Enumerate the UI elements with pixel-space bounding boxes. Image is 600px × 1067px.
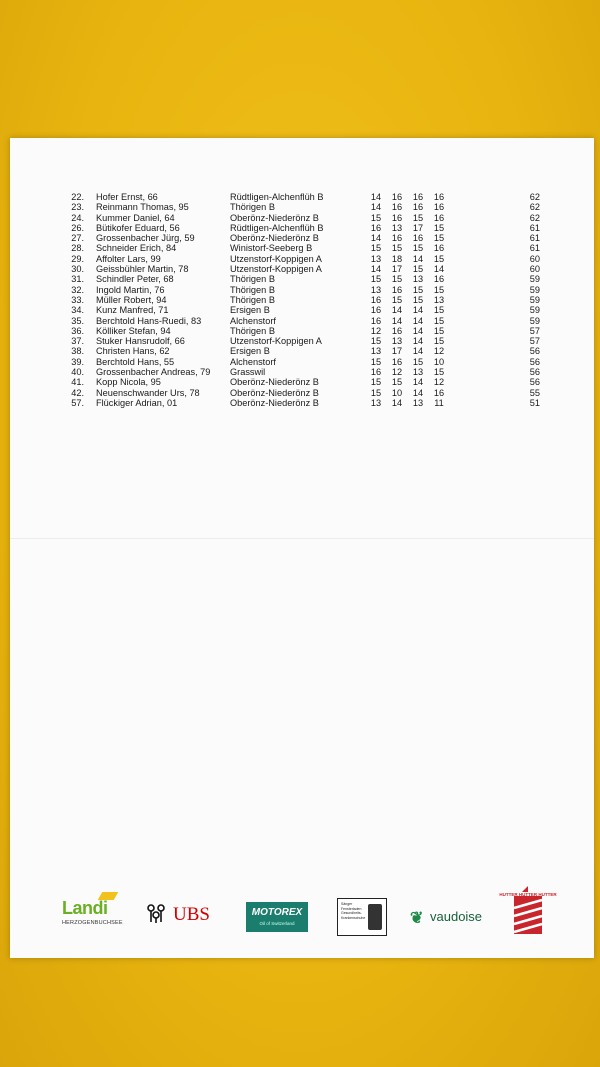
- result-row: [10, 398, 594, 408]
- result-row: [10, 264, 594, 274]
- name-cell: Berchtold Hans, 55: [96, 356, 175, 367]
- rank-cell: 35.: [71, 315, 84, 326]
- name-cell: Bütikofer Eduard, 56: [96, 222, 180, 233]
- score-cell: 13: [370, 284, 382, 295]
- svg-text:HUTTER HUTTER HUTTER: HUTTER HUTTER HUTTER: [499, 892, 557, 897]
- score-cell: 16: [391, 233, 403, 244]
- club-cell: Winistorf-Seeberg B: [230, 243, 313, 254]
- club-cell: Thörigen B: [230, 202, 275, 213]
- result-row: [10, 377, 594, 387]
- rank-cell: 30.: [71, 264, 84, 275]
- score-cell: 18: [391, 253, 403, 264]
- name-cell: Kummer Daniel, 64: [96, 212, 175, 223]
- score-cell: 15: [412, 284, 424, 295]
- club-cell: Ersigen B: [230, 305, 270, 316]
- score-cell: 15: [412, 212, 424, 223]
- result-row: [10, 367, 594, 377]
- rank-cell: 31.: [71, 274, 84, 285]
- score-cell: 16: [412, 192, 424, 202]
- vaudoise-leaf-icon: ❦: [410, 910, 424, 927]
- rank-cell: 28.: [71, 243, 84, 254]
- name-cell: Reinmann Thomas, 95: [96, 202, 189, 213]
- score-cell: 17: [412, 222, 424, 233]
- club-cell: Alchenstorf: [230, 315, 276, 326]
- club-cell: Oberönz-Niederönz B: [230, 212, 319, 223]
- rank-cell: 23.: [71, 202, 84, 213]
- name-cell: Kunz Manfred, 71: [96, 305, 169, 316]
- score-cell: 17: [391, 346, 403, 357]
- score-cell: 14: [370, 202, 382, 213]
- score-cell: 15: [412, 294, 424, 305]
- result-row: [10, 357, 594, 367]
- fensterladen-logo: Sänger Fensterladen Gesundheits-Krankenschuhe: [337, 898, 387, 936]
- name-cell: Stuker Hansrudolf, 66: [96, 336, 185, 347]
- score-cell: 15: [370, 336, 382, 347]
- score-cell: 13: [412, 397, 424, 408]
- motorex-logo: MOTOREX Oil of Switzerland: [246, 902, 308, 932]
- rank-cell: 37.: [71, 336, 84, 347]
- keys-icon: [145, 902, 167, 924]
- rank-cell: 29.: [71, 253, 84, 264]
- name-cell: Ingold Martin, 76: [96, 284, 165, 295]
- score-cell: 16: [370, 222, 382, 233]
- score-cell: 12: [370, 325, 382, 336]
- result-row: [10, 336, 594, 346]
- total-cell: 62: [529, 202, 540, 213]
- total-cell: 56: [529, 356, 540, 367]
- score-cell: 15: [412, 243, 424, 254]
- sponsor-bar: Landi HERZOGENBUCHSEE UBS MOTOREX Oil of Switzerland Sänger Fensterladen Gesundheits-Krankenschuhe ❦ vaudoise HUTTER HUTTER HUTTER: [10, 880, 594, 940]
- club-cell: Thörigen B: [230, 274, 275, 285]
- total-cell: 59: [529, 305, 540, 316]
- result-row: [10, 295, 594, 305]
- score-cell: 14: [412, 253, 424, 264]
- result-row: [10, 274, 594, 284]
- score-cell: 14: [412, 377, 424, 388]
- score-cell: 15: [370, 243, 382, 254]
- club-cell: Alchenstorf: [230, 356, 276, 367]
- rank-cell: 33.: [71, 294, 84, 305]
- score-cell: 15: [370, 356, 382, 367]
- score-cell: 13: [370, 346, 382, 357]
- name-cell: Kopp Nicola, 95: [96, 377, 161, 388]
- club-cell: Oberönz-Niederönz B: [230, 377, 319, 388]
- score-cell: 14: [433, 264, 445, 275]
- total-cell: 62: [529, 192, 540, 202]
- club-cell: Oberönz-Niederönz B: [230, 397, 319, 408]
- score-cell: 17: [391, 264, 403, 275]
- total-cell: 60: [529, 253, 540, 264]
- result-row: [10, 233, 594, 243]
- result-row: [10, 223, 594, 233]
- score-cell: 15: [412, 264, 424, 275]
- score-cell: 16: [412, 202, 424, 213]
- name-cell: Flückiger Adrian, 01: [96, 397, 178, 408]
- score-cell: 15: [370, 377, 382, 388]
- score-cell: 15: [433, 222, 445, 233]
- score-cell: 14: [391, 305, 403, 316]
- score-cell: 12: [433, 346, 445, 357]
- rank-cell: 27.: [71, 233, 84, 244]
- total-cell: 59: [529, 294, 540, 305]
- total-cell: 61: [529, 222, 540, 233]
- score-cell: 16: [391, 202, 403, 213]
- total-cell: 56: [529, 346, 540, 357]
- result-row: [10, 388, 594, 398]
- name-cell: Grossenbacher Jürg, 59: [96, 233, 195, 244]
- rank-cell: 40.: [71, 367, 84, 378]
- club-cell: Grasswil: [230, 367, 266, 378]
- figure-icon: [368, 904, 382, 930]
- score-cell: 16: [370, 305, 382, 316]
- score-cell: 15: [370, 274, 382, 285]
- score-cell: 14: [391, 315, 403, 326]
- club-cell: Rüdtligen-Alchenflüh B: [230, 222, 324, 233]
- score-cell: 13: [412, 367, 424, 378]
- score-cell: 11: [434, 397, 444, 408]
- result-row: [10, 243, 594, 253]
- rank-cell: 22.: [71, 192, 84, 202]
- score-cell: 15: [433, 284, 445, 295]
- total-cell: 56: [529, 367, 540, 378]
- hutter-logo: [499, 886, 557, 936]
- score-cell: 14: [370, 264, 382, 275]
- result-row: [10, 326, 594, 336]
- rank-cell: 34.: [71, 305, 84, 316]
- total-cell: 55: [529, 387, 540, 398]
- score-cell: 10: [391, 387, 403, 398]
- score-cell: 15: [433, 253, 445, 264]
- total-cell: 62: [529, 212, 540, 223]
- score-cell: 15: [433, 336, 445, 347]
- score-cell: 13: [412, 274, 424, 285]
- club-cell: Rüdtligen-Alchenflüh B: [230, 192, 324, 202]
- result-row: [10, 285, 594, 295]
- name-cell: Müller Robert, 94: [96, 294, 167, 305]
- score-cell: 16: [433, 212, 445, 223]
- score-cell: 16: [433, 192, 445, 202]
- results-sheet: [10, 138, 594, 958]
- name-cell: Hofer Ernst, 66: [96, 192, 158, 202]
- rank-cell: 42.: [71, 387, 84, 398]
- result-row: [10, 202, 594, 212]
- name-cell: Christen Hans, 62: [96, 346, 170, 357]
- score-cell: 15: [370, 212, 382, 223]
- total-cell: 56: [529, 377, 540, 388]
- club-cell: Utzenstorf-Koppigen A: [230, 253, 322, 264]
- club-cell: Thörigen B: [230, 294, 275, 305]
- landi-logo: Landi HERZOGENBUCHSEE: [62, 898, 120, 932]
- score-cell: 14: [412, 315, 424, 326]
- score-cell: 16: [370, 315, 382, 326]
- score-cell: 15: [370, 387, 382, 398]
- score-cell: 16: [433, 387, 445, 398]
- paper-fold: [10, 538, 594, 539]
- name-cell: Kölliker Stefan, 94: [96, 325, 171, 336]
- result-row: [10, 192, 594, 202]
- total-cell: 57: [529, 325, 540, 336]
- result-row: [10, 305, 594, 315]
- result-row: [10, 213, 594, 223]
- score-cell: 16: [391, 325, 403, 336]
- rank-cell: 26.: [71, 222, 84, 233]
- score-cell: 12: [391, 367, 403, 378]
- score-cell: 16: [433, 274, 445, 285]
- score-cell: 10: [433, 356, 445, 367]
- name-cell: Schindler Peter, 68: [96, 274, 174, 285]
- name-cell: Schneider Erich, 84: [96, 243, 177, 254]
- total-cell: 51: [529, 397, 540, 408]
- score-cell: 13: [370, 253, 382, 264]
- result-row: [10, 254, 594, 264]
- score-cell: 15: [391, 377, 403, 388]
- score-cell: 12: [433, 377, 445, 388]
- score-cell: 14: [370, 192, 382, 202]
- score-cell: 16: [433, 243, 445, 254]
- score-cell: 16: [370, 294, 382, 305]
- club-cell: Oberönz-Niederönz B: [230, 387, 319, 398]
- score-cell: 16: [412, 233, 424, 244]
- total-cell: 59: [529, 315, 540, 326]
- score-cell: 14: [391, 397, 403, 408]
- rank-cell: 24.: [71, 212, 84, 223]
- result-row: [10, 316, 594, 326]
- name-cell: Berchtold Hans-Ruedi, 83: [96, 315, 202, 326]
- score-cell: 16: [433, 202, 445, 213]
- rank-cell: 57.: [71, 397, 84, 408]
- club-cell: Oberönz-Niederönz B: [230, 233, 319, 244]
- rank-cell: 38.: [71, 346, 84, 357]
- club-cell: Utzenstorf-Koppigen A: [230, 336, 322, 347]
- score-cell: 14: [412, 336, 424, 347]
- score-cell: 15: [391, 294, 403, 305]
- score-cell: 13: [433, 294, 445, 305]
- rank-cell: 36.: [71, 325, 84, 336]
- score-cell: 14: [370, 233, 382, 244]
- rank-cell: 32.: [71, 284, 84, 295]
- score-cell: 15: [391, 274, 403, 285]
- score-cell: 15: [433, 367, 445, 378]
- rank-cell: 41.: [71, 377, 84, 388]
- club-cell: Thörigen B: [230, 325, 275, 336]
- club-cell: Utzenstorf-Koppigen A: [230, 264, 322, 275]
- total-cell: 61: [529, 233, 540, 244]
- score-cell: 14: [412, 325, 424, 336]
- score-cell: 15: [433, 315, 445, 326]
- total-cell: 59: [529, 284, 540, 295]
- name-cell: Geissbühler Martin, 78: [96, 264, 189, 275]
- rank-cell: 39.: [71, 356, 84, 367]
- score-cell: 16: [391, 356, 403, 367]
- score-cell: 15: [433, 325, 445, 336]
- score-cell: 16: [391, 212, 403, 223]
- score-cell: 15: [412, 356, 424, 367]
- score-cell: 13: [391, 222, 403, 233]
- score-cell: 14: [412, 387, 424, 398]
- score-cell: 16: [370, 367, 382, 378]
- score-cell: 15: [391, 243, 403, 254]
- score-cell: 16: [391, 284, 403, 295]
- score-cell: 14: [412, 305, 424, 316]
- name-cell: Affolter Lars, 99: [96, 253, 161, 264]
- total-cell: 60: [529, 264, 540, 275]
- score-cell: 15: [433, 233, 445, 244]
- total-cell: 61: [529, 243, 540, 254]
- club-cell: Thörigen B: [230, 284, 275, 295]
- score-cell: 16: [391, 192, 403, 202]
- score-cell: 15: [433, 305, 445, 316]
- result-row: [10, 346, 594, 356]
- total-cell: 57: [529, 336, 540, 347]
- name-cell: Neuenschwander Urs, 78: [96, 387, 200, 398]
- results-table: [10, 192, 594, 408]
- score-cell: 13: [391, 336, 403, 347]
- club-cell: Ersigen B: [230, 346, 270, 357]
- total-cell: 59: [529, 274, 540, 285]
- name-cell: Grossenbacher Andreas, 79: [96, 367, 211, 378]
- score-cell: 14: [412, 346, 424, 357]
- score-cell: 13: [370, 397, 382, 408]
